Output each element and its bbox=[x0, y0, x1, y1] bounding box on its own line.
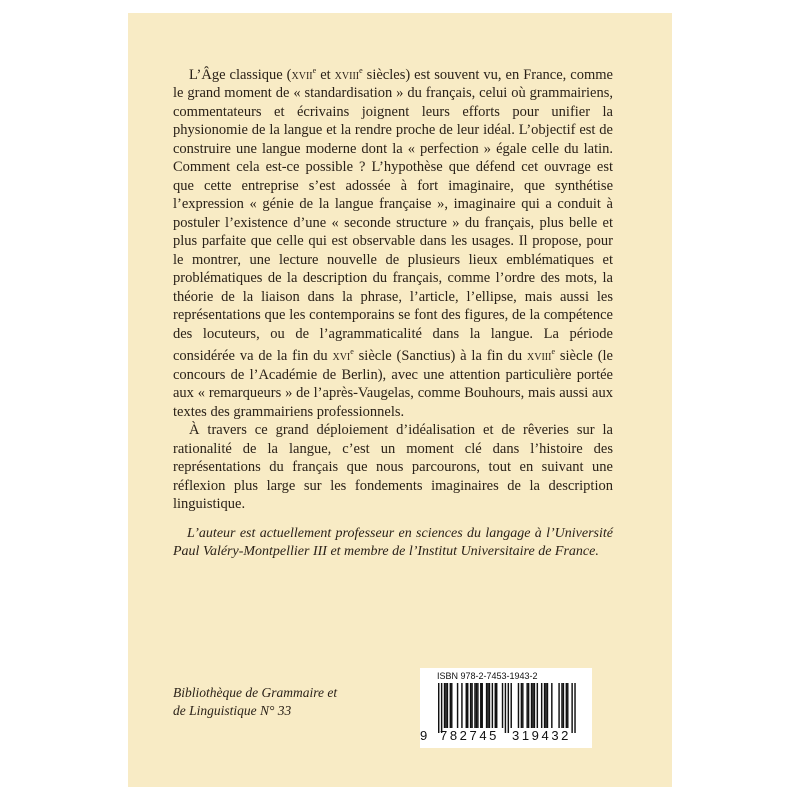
text-run: L’Âge classique ( bbox=[189, 66, 292, 83]
barcode-bar bbox=[492, 683, 493, 728]
barcode-bar bbox=[476, 683, 477, 728]
barcode-bar bbox=[480, 683, 481, 728]
barcode-bar bbox=[489, 683, 490, 728]
barcode-bar bbox=[451, 683, 452, 728]
barcode-bar bbox=[487, 683, 488, 728]
barcode-bar bbox=[521, 683, 522, 728]
barcode-bar bbox=[466, 683, 467, 728]
ean-first-digit: 9 bbox=[420, 728, 428, 743]
barcode-bar bbox=[547, 683, 548, 728]
barcode-bar bbox=[474, 683, 475, 728]
isbn-label: ISBN 978-2-7453-1943-2 bbox=[437, 671, 538, 681]
barcode-bar bbox=[508, 683, 509, 733]
barcode-bar bbox=[444, 683, 445, 728]
series-info bbox=[173, 684, 383, 720]
superscript: e bbox=[551, 347, 556, 357]
barcode-bar bbox=[544, 683, 545, 728]
barcode-bar bbox=[531, 683, 532, 728]
century-numeral: xvi bbox=[332, 348, 351, 365]
barcode-bar bbox=[470, 683, 471, 728]
barcode-bar bbox=[482, 683, 483, 728]
barcode-bar bbox=[574, 683, 575, 733]
text-run: et bbox=[316, 66, 335, 83]
barcode-bar bbox=[477, 683, 478, 728]
barcode-bar bbox=[511, 683, 512, 728]
barcode-bar bbox=[496, 683, 497, 728]
blurb-paragraph-1 bbox=[173, 62, 613, 421]
century-numeral: xviii bbox=[334, 66, 360, 83]
barcode-bar bbox=[534, 683, 535, 728]
barcode-bar bbox=[561, 683, 562, 728]
ean-left-digits: 782745 bbox=[440, 728, 499, 743]
barcode-bar bbox=[450, 683, 451, 728]
text-run: siècle (Sanctius) à la fin du bbox=[353, 348, 528, 365]
barcode-bar bbox=[566, 683, 567, 728]
barcode-bar bbox=[537, 683, 538, 728]
barcode-bar bbox=[438, 683, 439, 733]
series-line-1: Bibliothèque de Grammaire et bbox=[173, 685, 338, 700]
barcode-bar bbox=[563, 683, 564, 728]
barcode-bar bbox=[522, 683, 523, 728]
barcode-bar bbox=[445, 683, 446, 728]
barcode-bar bbox=[551, 683, 552, 728]
barcode-bar bbox=[461, 683, 462, 728]
barcode-bar bbox=[505, 683, 506, 733]
author-note: L’auteur est actuellement professeur en sciences du langage à l’Université Paul Valéry-Montpellier III et membre de l’Institut Universitaire de France. bbox=[173, 526, 613, 559]
barcode-bar bbox=[457, 683, 458, 728]
barcode-bar bbox=[545, 683, 546, 728]
blurb-paragraph-2: À travers ce grand déploiement d’idéalisation et de rêveries sur la rationalité de la langue, c’est un moment clé dans l’histoire des représentations du français que nous parcourons, tout en suivant une réflexion plus large sur les fondements imaginaires de la description linguistique. bbox=[173, 422, 613, 513]
superscript: e bbox=[312, 66, 317, 75]
barcode-bar bbox=[532, 683, 533, 728]
barcode-bar bbox=[495, 683, 496, 728]
barcode-bar bbox=[528, 683, 529, 728]
barcode-bar bbox=[558, 683, 559, 728]
barcode-bar bbox=[526, 683, 527, 728]
barcode-bar bbox=[486, 683, 487, 728]
barcode-bar bbox=[518, 683, 519, 728]
barcode-bar bbox=[571, 683, 572, 733]
series-line-2: de Linguistique N° 33 bbox=[173, 703, 292, 718]
ean-right-digits: 319432 bbox=[512, 728, 571, 743]
text-run: siècle (le concours de l’Académie de Berlin), avec une attention particulière portée aux « remarqueurs » de l’après-Vaugelas, comme Bouhours, mais aussi aux textes des grammairiens professionnels. bbox=[173, 348, 613, 420]
barcode-bar bbox=[447, 683, 448, 728]
isbn-barcode bbox=[420, 668, 592, 748]
barcode-bar bbox=[441, 683, 442, 733]
century-numeral: xviii bbox=[527, 348, 552, 365]
superscript: e bbox=[359, 66, 363, 75]
barcode-bar bbox=[502, 683, 503, 728]
century-numeral: xvii bbox=[291, 66, 313, 83]
barcode-bar bbox=[471, 683, 472, 728]
barcode-bar bbox=[567, 683, 568, 728]
cover-blurb bbox=[173, 62, 613, 514]
book-back-cover bbox=[128, 13, 672, 787]
text-run: siècles) est souvent vu, en France, comme le grand moment de « standardisation » du français, celui où grammairiens, commentateurs et écrivains joignent leurs efforts pour unifier la physionomie de la langue et la rendre proche de leur idéal. L’objectif est de construire une langue moderne dont la « perfection » égale celle du latin. Comment cela est-ce possible ? L’hypothèse que défend cet ouvrage est que cette entreprise s’est adossée à fort imaginaire, que synthétise l’expression « génie de la langue française », imaginaire qui a conduit à postuler l’existence d’une « seconde structure » du français, plus belle et plus parfaite que celle qui est observable dans les usages. Il propose, pour le montrer, une lecture nouvelle de plusieurs lieux emblématiques et problématiques de la description du français, comme l’ordre des mots, la théorie de la liaison dans la phrase, l’article, l’ellipse, mais aussi les représentations que les contemporains se font des figures, de la compétence des locuteurs, ou de l’agrammaticalité dans la langue. La période considérée va de la fin du bbox=[173, 66, 613, 365]
barcode-bar bbox=[541, 683, 542, 728]
barcode-bar bbox=[467, 683, 468, 728]
superscript: e bbox=[350, 347, 354, 357]
